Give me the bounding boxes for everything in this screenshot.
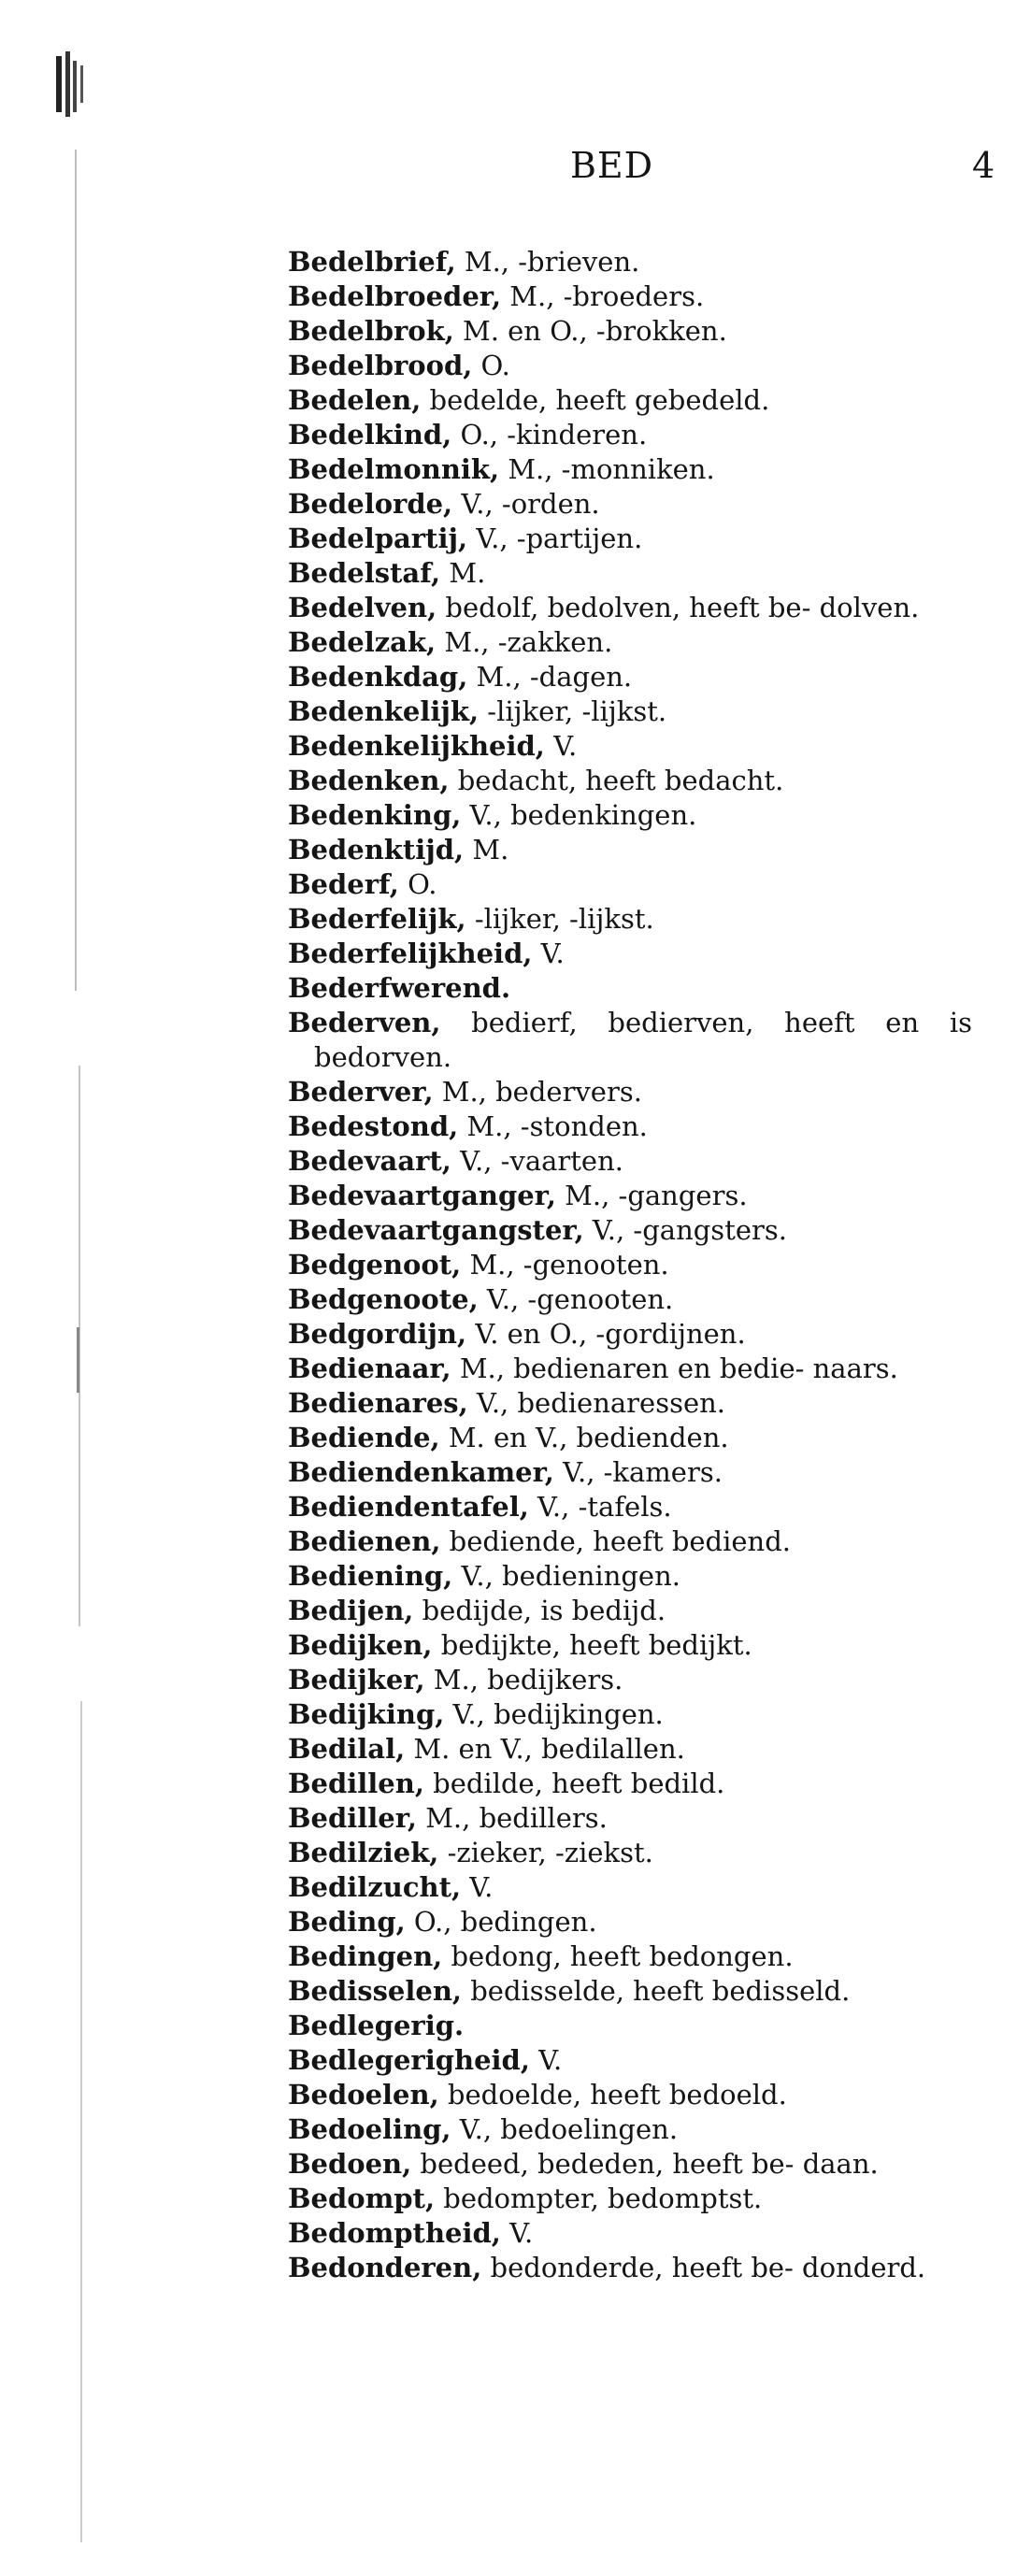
dictionary-entry bbox=[288, 349, 972, 383]
entry-definition: bedompter, bedomptst. bbox=[435, 2182, 763, 2214]
entry-headword: Bederf, bbox=[288, 868, 399, 900]
dictionary-entry bbox=[288, 1421, 972, 1455]
dictionary-entry bbox=[288, 487, 972, 522]
entry-headword: Bediening, bbox=[288, 1560, 453, 1592]
entry-headword: Bedenktijd, bbox=[288, 834, 465, 866]
entry-headword: Bedomptheid, bbox=[288, 2217, 501, 2249]
dictionary-entry bbox=[288, 1628, 972, 1663]
entry-headword: Bederven, bbox=[288, 1007, 441, 1038]
dictionary-entry bbox=[288, 798, 972, 833]
entry-headword: Bedelbroeder, bbox=[288, 280, 502, 312]
entry-definition: V. bbox=[500, 2217, 534, 2249]
entry-definition: M. en V., bedienden. bbox=[439, 1422, 729, 1453]
entry-headword: Bedgenoote, bbox=[288, 1283, 479, 1315]
dictionary-entry bbox=[288, 556, 972, 591]
entry-headword: Bedijken, bbox=[288, 1629, 433, 1661]
dictionary-entry bbox=[288, 591, 972, 625]
entry-definition: M., bedillers. bbox=[417, 1802, 608, 1834]
dictionary-entry bbox=[288, 2216, 972, 2251]
entry-headword: Bedelkind, bbox=[288, 419, 452, 451]
entry-definition: O., bedingen. bbox=[405, 1906, 597, 1938]
entry-definition: bedong, heeft bedongen. bbox=[442, 1940, 794, 1972]
dictionary-entry bbox=[288, 937, 972, 971]
dictionary-entry bbox=[288, 1109, 972, 1144]
entry-definition: V., -vaarten. bbox=[451, 1145, 623, 1177]
entry-headword: Bedoen, bbox=[288, 2148, 412, 2180]
entry-definition: V., -gangsters. bbox=[583, 1214, 787, 1246]
entry-definition: O. bbox=[398, 868, 437, 900]
entry-definition: M., -broeders. bbox=[501, 280, 705, 312]
entry-headword: Bedillen, bbox=[288, 1767, 424, 1799]
entry-definition: bedijkte, heeft bedijkt. bbox=[432, 1629, 752, 1661]
entry-definition: V., -partijen. bbox=[467, 522, 643, 554]
entry-definition: M., -zakken. bbox=[436, 626, 613, 658]
entry-definition: V., bedoelingen. bbox=[451, 2113, 679, 2145]
entry-definition: -zieker, -ziekst. bbox=[438, 1837, 653, 1868]
entry-headword: Bedelbrok, bbox=[288, 315, 454, 347]
dictionary-entry bbox=[288, 452, 972, 487]
dictionary-entry bbox=[288, 1248, 972, 1282]
entry-definition: V., -genooten. bbox=[478, 1283, 674, 1315]
entry-headword: Bedgenoot, bbox=[288, 1249, 462, 1281]
dictionary-entry bbox=[288, 1767, 972, 1801]
dictionary-entry bbox=[288, 1836, 972, 1870]
entry-definition: V. bbox=[532, 937, 565, 969]
entry-definition: M. en V., bedilallen. bbox=[405, 1733, 685, 1765]
entry-headword: Bediendentafel, bbox=[288, 1491, 529, 1523]
entry-headword: Bedienaar, bbox=[288, 1352, 451, 1384]
entry-headword: Bedenkelijkheid, bbox=[288, 730, 545, 762]
dictionary-entry bbox=[288, 418, 972, 452]
entry-headword: Bedijker, bbox=[288, 1664, 425, 1696]
entry-headword: Bedenking, bbox=[288, 799, 462, 831]
entry-definition: bedijde, is bedijd. bbox=[413, 1595, 666, 1626]
dictionary-entry bbox=[288, 1317, 972, 1352]
scan-margin-artifacts bbox=[56, 37, 112, 2561]
entry-definition: V., -kamers. bbox=[553, 1456, 723, 1488]
entry-definition: O., -kinderen. bbox=[451, 419, 648, 451]
entry-headword: Bedienares, bbox=[288, 1387, 468, 1419]
dictionary-entry bbox=[288, 1697, 972, 1732]
entry-headword: Bederver, bbox=[288, 1076, 434, 1108]
dictionary-entry bbox=[288, 2009, 972, 2043]
entry-headword: Bedenkdag, bbox=[288, 661, 468, 693]
dictionary-entry bbox=[288, 2078, 972, 2112]
entry-headword: Bedoeling, bbox=[288, 2113, 451, 2145]
dictionary-entry bbox=[288, 1732, 972, 1767]
dictionary-entry bbox=[288, 1352, 972, 1386]
entry-headword: Bediller, bbox=[288, 1802, 418, 1834]
entry-definition: -lijker, -lijkst. bbox=[479, 695, 667, 727]
entry-headword: Bedelpartij, bbox=[288, 522, 468, 554]
dictionary-entry bbox=[288, 1905, 972, 1939]
entry-headword: Bedingen, bbox=[288, 1940, 443, 1972]
entry-definition: bedilde, heeft bedild. bbox=[423, 1767, 725, 1799]
entry-definition: V., bedieningen. bbox=[452, 1560, 680, 1592]
dictionary-entry bbox=[288, 1490, 972, 1524]
entry-headword: Bedilziek, bbox=[288, 1837, 439, 1868]
dictionary-entry bbox=[288, 971, 972, 1006]
entry-headword: Bedevaartgangster, bbox=[288, 1214, 584, 1246]
dictionary-entry bbox=[288, 2147, 972, 2182]
entry-definition: -lijker, -lijkst. bbox=[465, 903, 654, 935]
dictionary-entry bbox=[288, 660, 972, 694]
entry-definition: bedisselde, heeft bedisseld. bbox=[462, 1975, 851, 2007]
entry-definition: M. bbox=[464, 834, 509, 866]
entry-headword: Bedelven, bbox=[288, 592, 437, 623]
dictionary-entry bbox=[288, 1870, 972, 1905]
dictionary-entry bbox=[288, 1455, 972, 1490]
page-number: 4 bbox=[972, 145, 995, 186]
dictionary-entry bbox=[288, 764, 972, 798]
dictionary-entry bbox=[288, 1144, 972, 1179]
dictionary-entry bbox=[288, 522, 972, 556]
dictionary-entry bbox=[288, 625, 972, 660]
entry-definition: M., -stonden. bbox=[458, 1110, 648, 1142]
entry-definition: bedolf, bedolven, heeft be- dolven. bbox=[437, 592, 920, 623]
entry-headword: Bederfelijk, bbox=[288, 903, 466, 935]
entry-headword: Bedelorde, bbox=[288, 488, 453, 520]
dictionary-entry bbox=[288, 1663, 972, 1697]
dictionary-entry bbox=[288, 833, 972, 867]
entry-headword: Bedelbrood, bbox=[288, 350, 473, 381]
entry-headword: Bederfelijkheid, bbox=[288, 937, 533, 969]
dictionary-entry bbox=[288, 1559, 972, 1594]
entry-headword: Bedelbrief, bbox=[288, 246, 456, 278]
dictionary-entry bbox=[288, 867, 972, 902]
entry-headword: Bedompt, bbox=[288, 2182, 436, 2214]
page-header bbox=[0, 145, 1031, 201]
entry-definition: V., -tafels. bbox=[528, 1491, 672, 1523]
dictionary-entry bbox=[288, 1801, 972, 1836]
entry-headword: Bedenken, bbox=[288, 765, 450, 796]
entry-headword: Bedlegerig. bbox=[288, 2010, 465, 2041]
entry-definition: V., -orden. bbox=[452, 488, 600, 520]
entry-definition: M. bbox=[440, 557, 486, 589]
dictionary-entry bbox=[288, 902, 972, 937]
dictionary-entry bbox=[288, 1594, 972, 1628]
entry-headword: Bedelstaf, bbox=[288, 557, 441, 589]
entry-definition: V. bbox=[461, 1871, 494, 1903]
entry-definition: O. bbox=[472, 350, 510, 381]
entry-headword: Bedonderen, bbox=[288, 2252, 482, 2283]
dictionary-entry bbox=[288, 1282, 972, 1317]
entry-headword: Bedienen, bbox=[288, 1525, 441, 1557]
entry-headword: Bedisselen, bbox=[288, 1975, 463, 2007]
dictionary-entry bbox=[288, 2112, 972, 2147]
dictionary-entries bbox=[288, 245, 972, 2285]
dictionary-entry bbox=[288, 314, 972, 349]
dictionary-entry bbox=[288, 279, 972, 314]
entry-definition: V. bbox=[529, 2044, 563, 2076]
dictionary-entry bbox=[288, 1386, 972, 1421]
entry-definition: bedeed, bededen, heeft be- daan. bbox=[411, 2148, 879, 2180]
dictionary-entry bbox=[288, 1939, 972, 1974]
dictionary-entry bbox=[288, 2251, 972, 2285]
entry-headword: Bedevaart, bbox=[288, 1145, 451, 1177]
entry-headword: Bedelen, bbox=[288, 384, 422, 416]
entry-definition: V. bbox=[544, 730, 578, 762]
dictionary-entry bbox=[288, 694, 972, 729]
entry-headword: Bederfwerend. bbox=[288, 972, 511, 1004]
entry-headword: Bedgordijn, bbox=[288, 1318, 467, 1350]
dictionary-entry bbox=[288, 1974, 972, 2009]
entry-definition: M., bedijkers. bbox=[424, 1664, 623, 1696]
entry-headword: Bedijen, bbox=[288, 1595, 414, 1626]
dictionary-entry bbox=[288, 1524, 972, 1559]
entry-headword: Bedilal, bbox=[288, 1733, 406, 1765]
entry-definition: bedonderde, heeft be- donderd. bbox=[481, 2252, 926, 2283]
dictionary-entry bbox=[288, 1006, 972, 1075]
entry-definition: M. en O., -brokken. bbox=[453, 315, 727, 347]
entry-headword: Bedijking, bbox=[288, 1698, 445, 1730]
dictionary-entry bbox=[288, 2182, 972, 2216]
entry-definition: V., bedienaressen. bbox=[467, 1387, 726, 1419]
entry-definition: bedierf, bedierven, heeft en is bedorven. bbox=[314, 1007, 972, 1073]
dictionary-entry bbox=[288, 383, 972, 418]
entry-definition: V., bedenkingen. bbox=[461, 799, 697, 831]
dictionary-entry bbox=[288, 245, 972, 279]
running-head: BED bbox=[570, 145, 654, 186]
entry-definition: M., -brieven. bbox=[455, 246, 640, 278]
entry-headword: Bediendenkamer, bbox=[288, 1456, 554, 1488]
entry-headword: Bedenkelijk, bbox=[288, 695, 480, 727]
entry-headword: Bedlegerigheid, bbox=[288, 2044, 530, 2076]
entry-headword: Bedestond, bbox=[288, 1110, 459, 1142]
entry-headword: Bedevaartganger, bbox=[288, 1180, 556, 1211]
entry-headword: Bediende, bbox=[288, 1422, 440, 1453]
entry-headword: Bedoelen, bbox=[288, 2079, 439, 2111]
dictionary-entry bbox=[288, 2043, 972, 2078]
entry-definition: bedoelde, heeft bedoeld. bbox=[438, 2079, 787, 2111]
entry-definition: bedelde, heeft gebedeld. bbox=[421, 384, 770, 416]
dictionary-entry bbox=[288, 1179, 972, 1213]
entry-headword: Bedelmonnik, bbox=[288, 453, 500, 485]
dictionary-entry bbox=[288, 729, 972, 764]
entry-headword: Beding, bbox=[288, 1906, 406, 1938]
dictionary-entry bbox=[288, 1213, 972, 1248]
entry-headword: Bedilzucht, bbox=[288, 1871, 462, 1903]
entry-headword: Bedelzak, bbox=[288, 626, 437, 658]
entry-definition: V. en O., -gordijnen. bbox=[466, 1318, 746, 1350]
entry-definition: M., -genooten. bbox=[461, 1249, 669, 1281]
entry-definition: V., bedijkingen. bbox=[444, 1698, 664, 1730]
entry-definition: bediende, heeft bediend. bbox=[440, 1525, 792, 1557]
entry-definition: M., -dagen. bbox=[467, 661, 633, 693]
entry-definition: M., -monniken. bbox=[499, 453, 715, 485]
entry-definition: bedacht, heeft bedacht. bbox=[449, 765, 784, 796]
entry-definition: M., bedervers. bbox=[433, 1076, 642, 1108]
entry-definition: M., bedienaren en bedie- naars. bbox=[451, 1352, 898, 1384]
dictionary-entry bbox=[288, 1075, 972, 1109]
entry-definition: M., -gangers. bbox=[555, 1180, 748, 1211]
